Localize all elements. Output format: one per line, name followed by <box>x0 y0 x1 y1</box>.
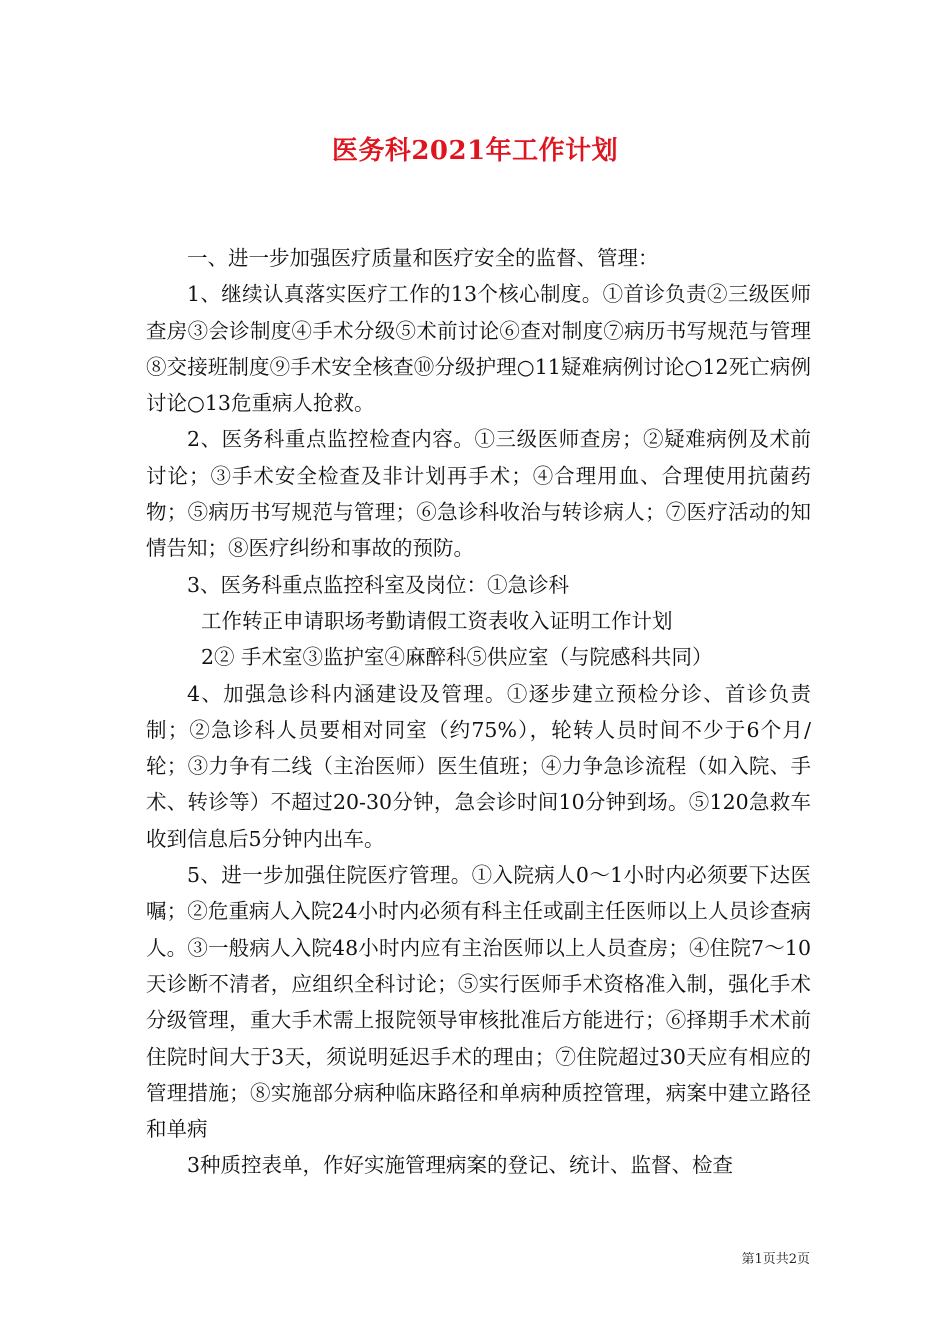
paragraph-item-5-continued: 3种质控表单，作好实施管理病案的登记、统计、监督、检查 <box>187 1153 734 1178</box>
paragraph-item-1: 1、继续认真落实医疗工作的13个核心制度。①首诊负责②三级医师查房③会诊制度④手术分级⑤术前讨论⑥查对制度⑦病历书写规范与管理⑧交接班制度⑨手术安全核查⑩分级护理○11疑难病例讨论○12死亡病例讨论○13危重病人抢救。 <box>146 282 811 416</box>
interjection-line: 工作转正申请职场考勤请假工资表收入证明工作计划 <box>201 608 673 633</box>
paragraph-item-3-continued: 2② 手术室③监护室④麻醉科⑤供应室（与院感科共同） <box>201 645 713 670</box>
section-heading: 一、进一步加强医疗质量和医疗安全的监督、管理： <box>187 246 659 270</box>
document-body <box>146 240 811 1184</box>
page-title: 医务科2021年工作计划 <box>331 136 619 166</box>
page-number-footer: 第1页共2页 <box>741 1252 810 1267</box>
paragraph-item-3: 3、医务科重点监控科室及岗位：①急诊科 <box>187 572 570 597</box>
paragraph-item-2: 2、医务科重点监控检查内容。①三级医师查房；②疑难病例及术前讨论；③手术安全检查及非计划再手术；④合理用血、合理使用抗菌药物；⑤病历书写规范与管理；⑥急诊科收治与转诊病人；⑦医疗活动的知情告知；⑧医疗纠纷和事故的预防。 <box>146 427 811 561</box>
paragraph-item-5: 5、进一步加强住院医疗管理。①入院病人0～1小时内必须要下达医嘱；②危重病人入院24小时内必须有科主任或副主任医师以上人员诊查病人。③一般病人入院48小时内应有主治医师以上人员查房；④住院7～10天诊断不清者，应组织全科讨论；⑤实行医师手术资格准入制，强化手术分级管理，重大手术需上报院领导审核批准后方能进行；⑥择期手术术前住院时间大于3天，须说明延迟手术的理由；⑦住院超过30天应有相应的管理措施；⑧实施部分病种临床路径和单病种质控管理，病案中建立路径和单病 <box>146 863 811 1142</box>
paragraph-item-4: 4、加强急诊科内涵建设及管理。①逐步建立预检分诊、首诊负责制；②急诊科人员要相对同室（约75%），轮转人员时间不少于6个月/轮；③力争有二线（主治医师）医生值班；④力争急诊流程（如入院、手术、转诊等）不超过20-30分钟，急会诊时间10分钟到场。⑤120急救车收到信息后5分钟内出车。 <box>146 681 811 851</box>
